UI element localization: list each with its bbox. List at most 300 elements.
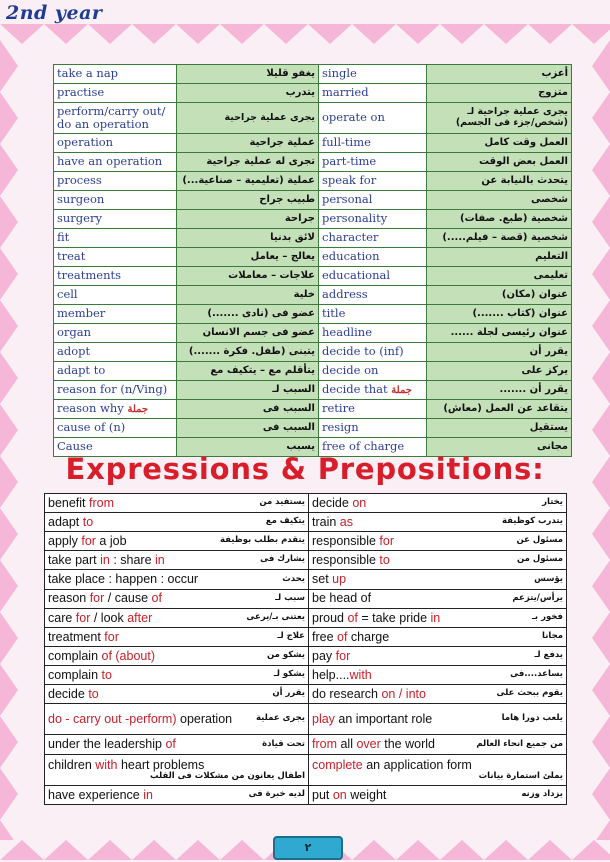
vocab-meaning (177, 84, 319, 103)
vocab-word-text: retire (322, 401, 355, 416)
vocab-word-text: married (322, 85, 369, 100)
preposition: in (155, 553, 165, 568)
vocab-word-text: surgery (57, 211, 102, 226)
phrase-part: responsible (312, 553, 380, 568)
expression-row (45, 685, 567, 704)
preposition: from (312, 737, 337, 752)
triangle-decoration (0, 820, 18, 840)
vocab-meaning-text: عنوان (مكان) (501, 289, 568, 301)
expression-row (45, 704, 567, 735)
vocab-word-text: educational (322, 268, 391, 283)
vocab-row (54, 172, 572, 191)
vocab-word-text: title (322, 306, 346, 321)
vocab-row (54, 191, 572, 210)
vocab-word-text: operate on (322, 110, 385, 125)
expression-cell (45, 754, 309, 785)
vocab-meaning (177, 153, 319, 172)
phrase-part: a job (95, 534, 127, 549)
expression-phrase (48, 758, 305, 772)
vocab-word (54, 324, 177, 343)
vocab-meaning (177, 362, 319, 381)
vocab-word (319, 324, 427, 343)
vocab-word (54, 191, 177, 210)
vocab-meaning-text: يعالج – يعامل (250, 251, 315, 263)
phrase-part: be head of (312, 591, 372, 606)
vocab-meaning-text: السبب فى (262, 403, 315, 415)
expression-phrase (48, 534, 127, 548)
phrase-part: take place : happen : occur (48, 572, 199, 587)
expression-phrase (48, 496, 114, 510)
vocab-meaning-text: علاجات – معاملات (228, 270, 315, 282)
expression-phrase (48, 515, 93, 529)
triangle-decoration (528, 24, 572, 44)
vocab-word-text: character (322, 230, 379, 245)
preposition: complete (312, 757, 363, 772)
phrase-part: have experience (48, 787, 144, 802)
expression-phrase (312, 611, 440, 625)
vocab-word (319, 172, 427, 191)
triangle-decoration (484, 24, 528, 44)
expression-phrase (48, 788, 153, 802)
vocab-meaning (177, 65, 319, 84)
expression-phrase (312, 649, 350, 663)
vocab-row (54, 286, 572, 305)
vocab-word-text: surgeon (57, 192, 105, 207)
vocab-word (54, 305, 177, 324)
vocab-word (54, 210, 177, 229)
expression-cell (45, 704, 309, 735)
vocab-meaning (177, 210, 319, 229)
vocab-word-text: treat (57, 249, 86, 264)
expression-meaning: يساعد....فى (510, 669, 563, 680)
vocab-row (54, 84, 572, 103)
vocab-word (54, 84, 177, 103)
expression-meaning: يؤسس (534, 573, 563, 584)
phrase-part: = take pride (357, 610, 431, 625)
vocab-word (319, 153, 427, 172)
expression-row (45, 646, 567, 665)
vocab-row (54, 134, 572, 153)
expression-cell (309, 532, 567, 551)
triangle-decoration (0, 144, 18, 196)
vocab-meaning-text: يتدرب (285, 87, 315, 99)
expression-meaning: يتقدم بطلب بوظيفة (219, 535, 305, 546)
vocab-meaning (427, 191, 572, 210)
vocab-meaning (427, 229, 572, 248)
vocab-word (319, 248, 427, 267)
vocab-word (54, 248, 177, 267)
vocab-word-text: cell (57, 287, 78, 302)
preposition: as (339, 514, 353, 529)
expression-phrase (312, 687, 426, 701)
triangle-decoration (264, 24, 308, 44)
expression-cell (45, 646, 309, 665)
phrase-part: children (48, 757, 96, 772)
expression-cell (45, 685, 309, 704)
vocab-word-text: personal (322, 192, 373, 207)
vocab-meaning-text: شخصية (قصة – فيلم.....) (442, 232, 568, 244)
vocab-meaning-text: يقرر أن ....... (499, 384, 568, 396)
expression-meaning: يزداد وزنه (521, 788, 563, 799)
expression-row (45, 570, 567, 589)
vocab-word-text: decide that (322, 382, 388, 397)
expression-phrase (312, 758, 563, 772)
vocab-meaning (177, 381, 319, 400)
triangle-decoration (0, 508, 18, 560)
expression-cell (309, 704, 567, 735)
expression-cell (45, 589, 309, 608)
vocab-word (54, 362, 177, 381)
vocab-meaning-text: عنوان رئيسى لجلة ...... (450, 327, 568, 339)
vocab-meaning-text: عملية جراحية (249, 137, 315, 149)
phrase-part: / look (90, 610, 128, 625)
vocab-word (319, 305, 427, 324)
expression-row (45, 551, 567, 570)
vocab-word-text: reason for (n/Ving) (57, 382, 168, 397)
triangle-decoration (0, 612, 18, 664)
vocab-word (54, 134, 177, 153)
triangle-decoration (0, 716, 18, 768)
triangle-decoration (308, 24, 352, 44)
preposition: to (101, 667, 112, 682)
vocab-word-text: education (322, 249, 380, 264)
triangle-decoration (0, 196, 18, 248)
vocab-meaning-text: عملية (تعليمية – صناعية...) (182, 175, 315, 187)
expression-phrase (312, 496, 366, 510)
expression-meaning: يعتنى بـ/يرعى (246, 611, 305, 622)
vocab-word (319, 286, 427, 305)
vocab-meaning (177, 134, 319, 153)
vocab-meaning-text: شخصية (طبع. صفات) (460, 213, 568, 225)
triangle-decoration (352, 840, 396, 860)
vocab-word-text: decide to (inf) (322, 344, 404, 359)
vocab-word-text: treatments (57, 268, 122, 283)
expression-meaning: سبب لـ (275, 592, 305, 603)
vocab-meaning (177, 248, 319, 267)
expression-meaning: يقوم ببحث على (496, 688, 563, 699)
vocab-row (54, 419, 572, 438)
expression-meaning: يتكيف مع (265, 516, 305, 527)
phrase-part: complain (48, 667, 102, 682)
preposition: for (335, 648, 351, 663)
vocab-word (54, 103, 177, 134)
expression-cell (45, 665, 309, 684)
vocab-word-text: member (57, 306, 106, 321)
expression-meaning: يدفع لـ (534, 650, 563, 661)
expression-meaning: فخور بـ (532, 611, 563, 622)
expression-cell (309, 665, 567, 684)
vocab-meaning-text: عضو فى جسم الانسان (202, 327, 315, 339)
expression-cell (309, 494, 567, 513)
expression-phrase (312, 534, 394, 548)
page-header-title: 2nd year (6, 2, 103, 24)
vocab-meaning-text: مجانى (536, 441, 568, 453)
triangle-decoration (592, 820, 610, 840)
vocab-word (54, 153, 177, 172)
vocab-meaning-text: متزوج (538, 87, 568, 99)
expression-row (45, 754, 567, 785)
triangle-decoration (0, 768, 18, 820)
expression-phrase (48, 591, 162, 605)
preposition: over (356, 737, 381, 752)
vocab-word-text: process (57, 173, 102, 188)
expression-meaning: يحدث (282, 573, 305, 584)
triangle-decoration (176, 840, 220, 860)
expression-phrase (312, 572, 346, 586)
vocab-meaning-text: يتبنى (طفل. فكرة .......) (188, 346, 315, 358)
triangle-decoration (0, 92, 18, 144)
right-border-decoration (588, 40, 610, 840)
vocab-meaning-text: خلية (293, 289, 315, 301)
vocab-meaning (427, 267, 572, 286)
expression-cell (45, 532, 309, 551)
expression-meaning: مسئول من (517, 554, 563, 565)
expression-phrase (312, 515, 353, 529)
vocab-meaning (427, 362, 572, 381)
phrase-part: adapt (48, 514, 83, 529)
vocab-meaning (177, 305, 319, 324)
vocab-meaning-text: طبيب جراح (259, 194, 315, 206)
vocab-word-text: adapt to (57, 363, 106, 378)
preposition: up (332, 572, 347, 587)
triangle-decoration (44, 24, 88, 44)
expression-cell (45, 513, 309, 532)
triangle-decoration (592, 508, 610, 560)
triangle-decoration (220, 840, 264, 860)
expression-row (45, 608, 567, 627)
triangle-decoration (592, 144, 610, 196)
vocab-meaning-text: أعزب (541, 68, 568, 80)
vocab-word-text: organ (57, 325, 92, 340)
expression-meaning: يستفيد من (259, 497, 305, 508)
vocab-word-text: cause of (n) (57, 420, 126, 435)
expression-row (45, 735, 567, 754)
vocab-word-text: address (322, 287, 368, 302)
vocab-row (54, 400, 572, 419)
expression-phrase (48, 553, 165, 567)
vocab-meaning-text: التعليم (535, 251, 568, 263)
preposition: on (352, 495, 367, 510)
vocab-word (54, 400, 177, 419)
vocab-meaning (177, 419, 319, 438)
expression-cell (45, 785, 309, 804)
vocab-meaning-text: عنوان (كتاب .......) (472, 308, 568, 320)
preposition: in (100, 553, 110, 568)
preposition: in (143, 787, 153, 802)
expression-phrase (48, 712, 232, 726)
vocab-meaning (427, 172, 572, 191)
triangle-decoration (592, 92, 610, 144)
expression-cell (309, 754, 567, 785)
preposition: to (88, 686, 99, 701)
vocab-meaning-text: يجرى عملية جراحية (224, 111, 315, 123)
triangle-decoration (592, 404, 610, 456)
phrase-part: put (312, 787, 333, 802)
expression-meaning: تحت قيادة (262, 738, 305, 749)
triangle-decoration (572, 840, 610, 860)
phrase-part: free (312, 629, 338, 644)
vocab-word (319, 84, 427, 103)
vocab-meaning (427, 103, 572, 134)
triangle-decoration (132, 840, 176, 860)
expression-phrase (48, 668, 112, 682)
expression-meaning: يتدرب كوظيفة (502, 516, 563, 527)
vocab-word (54, 172, 177, 191)
expression-meaning: يجرى عملية (256, 713, 305, 724)
phrase-part: weight (346, 787, 387, 802)
vocab-word-text: full-time (322, 135, 371, 150)
phrase-part: care (48, 610, 76, 625)
vocab-row (54, 362, 572, 381)
vocab-meaning-text: السبب فى (262, 422, 315, 434)
expression-cell (45, 570, 309, 589)
vocab-row (54, 65, 572, 84)
triangle-decoration (220, 24, 264, 44)
expression-phrase (48, 687, 99, 701)
phrase-part: set (312, 572, 333, 587)
vocab-meaning (427, 84, 572, 103)
expression-row (45, 513, 567, 532)
triangle-decoration (0, 300, 18, 352)
phrase-part: apply (48, 534, 82, 549)
vocab-word-text: operation (57, 135, 114, 150)
phrase-part: treatment (48, 629, 105, 644)
vocab-word-text: practise (57, 85, 105, 100)
preposition: of (347, 610, 358, 625)
vocab-meaning-text: شخصى (530, 194, 568, 206)
phrase-part: pay (312, 648, 336, 663)
vocab-row (54, 210, 572, 229)
expression-meaning: من جميع انحاء العالم (476, 738, 563, 749)
top-border-decoration (0, 24, 610, 46)
expression-phrase (312, 788, 386, 802)
sentence-marker: جملة (127, 404, 149, 416)
expressions-table (44, 493, 567, 805)
preposition: to (379, 553, 390, 568)
preposition: for (379, 534, 394, 549)
vocab-meaning-text: يتحدث بالنيابة عن (481, 175, 568, 187)
vocab-meaning (427, 400, 572, 419)
vocab-word-text: reason why (57, 401, 124, 416)
expression-row (45, 494, 567, 513)
phrase-part: all (337, 737, 357, 752)
expression-cell (309, 570, 567, 589)
triangle-decoration (44, 840, 88, 860)
expression-row (45, 627, 567, 646)
vocab-meaning-text: تجرى له عملية جراحية (206, 156, 315, 168)
vocab-meaning (427, 286, 572, 305)
triangle-decoration (352, 24, 396, 44)
preposition: to (82, 514, 94, 529)
vocab-meaning (177, 172, 319, 191)
triangle-decoration (592, 716, 610, 768)
vocab-meaning-text: يغفو قليلا (266, 68, 315, 80)
expression-cell (309, 608, 567, 627)
preposition: from (89, 495, 115, 510)
preposition: for (81, 534, 96, 549)
vocab-word (54, 286, 177, 305)
expression-meaning: يشارك فى (260, 554, 305, 565)
expression-meaning: علاج لـ (277, 630, 305, 641)
expression-phrase (312, 591, 371, 605)
vocab-meaning-text: يستقيل (529, 422, 568, 434)
vocab-meaning (427, 324, 572, 343)
triangle-decoration (592, 40, 610, 92)
expression-meaning: لديه خبرة فى (248, 788, 305, 799)
vocab-row (54, 153, 572, 172)
vocab-meaning (427, 153, 572, 172)
phrase-part: decide (48, 686, 89, 701)
expression-cell (45, 608, 309, 627)
vocab-word-text: resign (322, 420, 359, 435)
vocab-meaning (427, 248, 572, 267)
triangle-decoration (0, 404, 18, 456)
vocab-word (319, 381, 427, 400)
vocab-word-text: personality (322, 211, 388, 226)
phrase-part: under the leadership (48, 737, 166, 752)
preposition: do - carry out -perform) (48, 712, 177, 727)
triangle-decoration (484, 840, 528, 860)
phrase-part: / cause (104, 591, 152, 606)
expression-meaning: مجانا (542, 630, 563, 641)
phrase-part: do research (312, 686, 382, 701)
triangle-decoration (88, 24, 132, 44)
vocab-word-text: free of charge (322, 439, 405, 454)
vocab-meaning (177, 286, 319, 305)
vocab-word-text: Cause (57, 439, 93, 454)
vocab-meaning (427, 134, 572, 153)
vocab-word (54, 65, 177, 84)
preposition: of (165, 737, 176, 752)
phrase-part: an important role (334, 712, 433, 727)
left-border-decoration (0, 40, 22, 840)
triangle-decoration (0, 840, 44, 860)
preposition: play (312, 712, 335, 727)
vocab-meaning-text: العمل وقت كامل (484, 137, 568, 149)
vocab-row (54, 305, 572, 324)
expression-cell (45, 627, 309, 646)
triangle-decoration (0, 352, 18, 404)
preposition: after (127, 610, 153, 625)
triangle-decoration (440, 24, 484, 44)
expression-phrase (48, 630, 119, 644)
vocab-word (54, 343, 177, 362)
expression-cell (309, 513, 567, 532)
vocab-word (319, 267, 427, 286)
triangle-decoration (592, 612, 610, 664)
vocab-word (319, 229, 427, 248)
preposition: for (104, 629, 119, 644)
phrase-part: : share (109, 553, 156, 568)
expression-meaning: اطفال يعانون من مشكلات فى القلب (150, 770, 305, 781)
vocab-meaning-text: يجرى عملية جراحية لـ (شخص/جزء فى الجسم) (455, 106, 568, 128)
vocab-word (319, 343, 427, 362)
triangle-decoration (592, 664, 610, 716)
triangle-decoration (592, 560, 610, 612)
expression-cell (45, 735, 309, 754)
vocab-word (319, 419, 427, 438)
vocab-meaning-text: لائق بدنيا (270, 232, 315, 244)
triangle-decoration (440, 840, 484, 860)
vocab-meaning-text: يقرر أن (529, 346, 568, 358)
expression-row (45, 532, 567, 551)
expression-meaning: يرأس/يتزعم (512, 592, 563, 603)
preposition: of (151, 591, 162, 606)
expression-cell (309, 735, 567, 754)
phrase-part: charge (347, 629, 390, 644)
expression-phrase (312, 668, 372, 682)
phrase-part: the world (380, 737, 435, 752)
